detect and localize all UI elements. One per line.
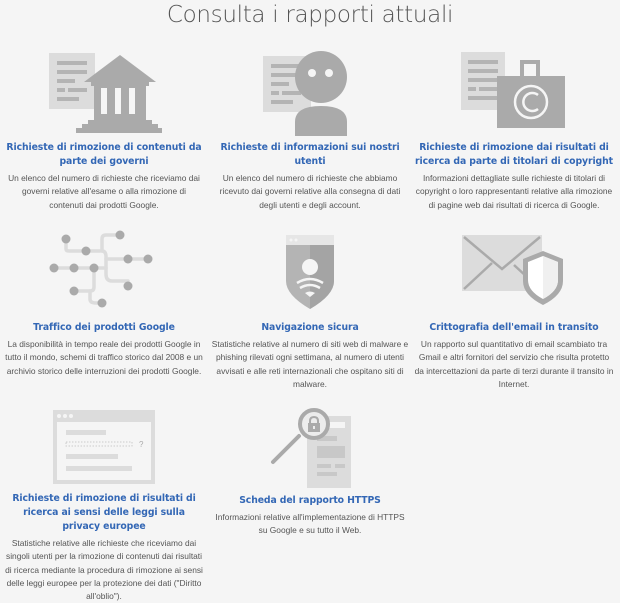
email-shield-icon xyxy=(459,229,569,313)
page-title: Consulta i rapporti attuali xyxy=(166,2,454,28)
report-card-government-removal[interactable] xyxy=(4,48,204,212)
report-description: Un elenco del numero di richieste che riceviamo dai governi relative all'esame o alla rimozione di contenuti dai prodotti Google. xyxy=(8,173,200,210)
report-title-link[interactable]: Richieste di rimozione di contenuti da parte dei governi xyxy=(6,142,202,167)
report-card-user-information[interactable] xyxy=(210,48,410,212)
safe-browsing-shield-icon xyxy=(280,229,340,313)
report-card-traffic[interactable] xyxy=(4,229,204,378)
report-title-link[interactable]: Traffico dei prodotti Google xyxy=(33,322,175,333)
report-card-email-encryption[interactable] xyxy=(414,229,614,391)
report-card-copyright[interactable] xyxy=(414,48,614,212)
report-description: Statistiche relative al numero di siti web di malware e phishing rilevati ogni settimana, al numero di utenti avvisati e alle reti internazionali che ospitano siti di malware. xyxy=(211,339,409,389)
svg-text:?: ? xyxy=(139,440,144,449)
report-title-link[interactable]: Scheda del rapporto HTTPS xyxy=(239,495,381,506)
report-description: Statistiche relative alle richieste che riceviamo dai singoli utenti per la rimozione di contenuti dai risultati di ricerca mediante la procedura di rimozione ai sensi delle leggi europee per la protezione dei dati ("Diritto all'oblio"). xyxy=(5,538,203,602)
report-card-https[interactable] xyxy=(210,408,410,538)
report-description: La disponibilità in tempo reale dei prodotti Google in tutto il mondo, schemi di traffico storico dal 2008 e un archivio storico delle interruzioni dei prodotti Google. xyxy=(5,339,203,376)
report-card-european-privacy[interactable] xyxy=(4,408,204,603)
report-description: Informazioni relative all'implementazione di HTTPS su Google e su tutto il Web. xyxy=(215,512,405,536)
copyright-icon xyxy=(459,48,569,136)
https-magnifier-lock-icon xyxy=(265,408,355,490)
report-title-link[interactable]: Navigazione sicura xyxy=(261,322,359,333)
report-title-link[interactable]: Crittografia dell'email in transito xyxy=(429,322,599,333)
government-building-icon xyxy=(44,48,164,136)
browser-privacy-icon xyxy=(49,408,159,486)
report-description: Informazioni dettagliate sulle richieste di titolari di copyright o loro rappresentanti relative alla rimozione di pagine web dai risultati di ricerca di Google. xyxy=(415,173,613,210)
user-data-icon xyxy=(260,48,360,136)
report-card-safe-browsing[interactable] xyxy=(210,229,410,391)
report-title-link[interactable]: Richieste di rimozione dai risultati di ricerca da parte di titolari di copyright xyxy=(415,142,613,167)
report-description: Un rapporto sul quantitativo di email scambiato tra Gmail e altri fornitori del servizio che risulta protetto da intercettazioni da parte di terzi durante il transito in Internet. xyxy=(414,339,614,389)
traffic-network-icon xyxy=(44,229,164,313)
report-title-link[interactable]: Richieste di rimozione di risultati di ricerca ai sensi delle leggi sulla privacy europee xyxy=(12,493,196,532)
report-title-link[interactable]: Richieste di informazioni sui nostri utenti xyxy=(220,142,400,167)
report-description: Un elenco del numero di richieste che abbiamo ricevuto dai governi relative alla consegna di dati degli utenti e degli account. xyxy=(219,173,401,210)
